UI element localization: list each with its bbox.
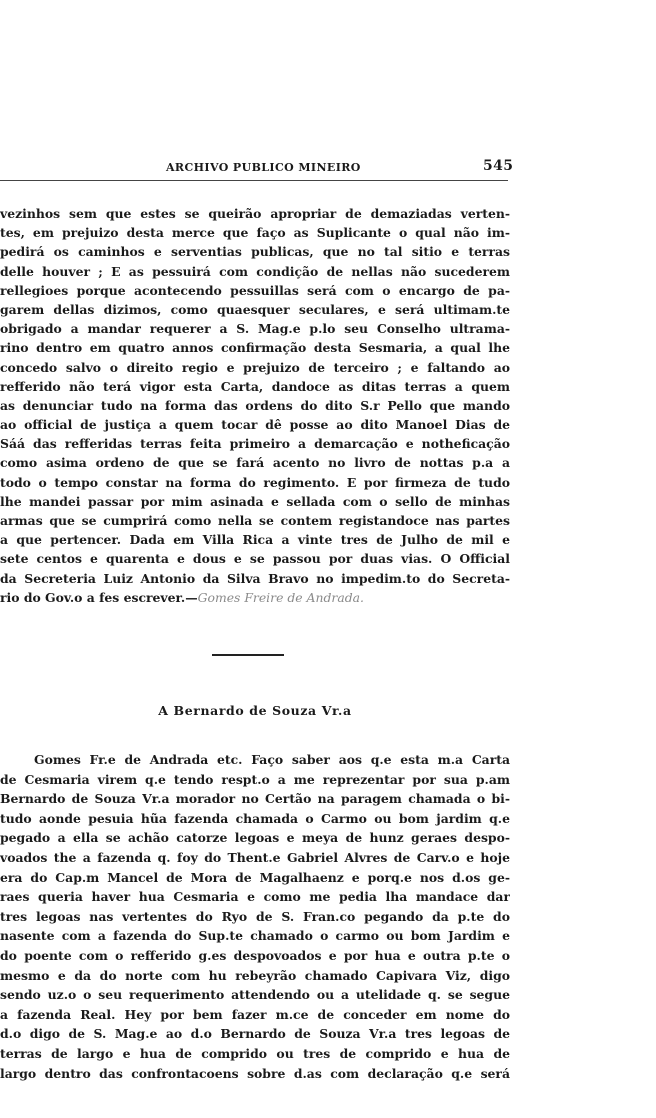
section-divider	[212, 654, 284, 656]
text-line: sendo uz.o o seu requerimento attendendo ou a utelidade q. se segue	[0, 987, 510, 1003]
sesmaria-text-continued	[0, 204, 510, 607]
text-line: era do Cap.m Mancel de Mora de Magalhaenz e porq.e nos d.os ge-	[0, 869, 510, 885]
bernardo-sesmaria-text	[0, 750, 510, 1083]
text-line: rino dentro em quatro annos confirmação desta Sesmaria, a qual lhe	[0, 340, 510, 356]
text-line: d.o digo de S. Mag.e ao d.o Bernardo de Souza Vr.a tres legoas de	[0, 1026, 510, 1042]
text-line: obrigado a mandar requerer a S. Mag.e p.lo seu Conselho ultrama-	[0, 321, 510, 337]
signature: Gomes Freire de Andrada.	[197, 589, 364, 605]
text-line: garem dellas dizimos, como quaesquer seculares, e será ultimam.te	[0, 301, 510, 317]
closing-text: rio do Gov.o a fes escrever.—	[0, 589, 198, 605]
running-title: ARCHIVO PUBLICO MINEIRO	[166, 161, 361, 174]
text-line: mesmo e da do norte com hu rebeyrão chamado Capivara Viz, digo	[0, 967, 510, 983]
text-line: pegado a ella se achão catorze legoas e meya de hunz geraes despo-	[0, 830, 510, 846]
text-line: Bernardo de Souza Vr.a morador no Certão na paragem chamada o bi-	[0, 791, 510, 807]
text-line: da Secreteria Luiz Antonio da Silva Bravo no impedim.to do Secreta-	[0, 570, 510, 586]
text-line: terras de largo e hua de comprido ou tres de comprido e hua de	[0, 1045, 510, 1061]
text-line: pedirá os caminhos e serventias publicas, que no tal sitio e terras	[0, 244, 510, 260]
text-line: delle houver ; E as pessuirá com condição de nellas não sucederem	[0, 263, 510, 279]
text-line: tes, em prejuizo desta merce que faço as Suplicante o qual não im-	[0, 225, 510, 241]
text-line: como asima ordeno de que se fará acento no livro de nottas p.a a	[0, 455, 510, 471]
text-line: ao official de justiça a quem tocar dê posse ao dito Manoel Dias de	[0, 417, 510, 433]
text-line: raes queria haver hua Cesmaria e como me pedia lha mandace dar	[0, 889, 510, 905]
text-line: concedo salvo o direito regio e prejuizo de terceiro ; e faltando ao	[0, 359, 510, 375]
text-line: refferido não terá vigor esta Carta, dandoce as ditas terras a quem	[0, 378, 510, 394]
text-line: a fazenda Real. Hey por bem fazer m.ce de conceder em nome do	[0, 1006, 510, 1022]
text-line: tres legoas nas vertentes do Ryo de S. Fran.co pegando da p.te do	[0, 908, 510, 924]
text-line: nasente com a fazenda do Sup.te chamado o carmo ou bom Jardim e	[0, 928, 510, 944]
text-line: largo dentro das confrontacoens sobre d.as com declaração q.e será	[0, 1065, 510, 1081]
page-number: 545	[483, 158, 514, 174]
closing-line	[0, 588, 510, 607]
header-rule	[0, 180, 508, 181]
text-line: tudo aonde pesuia hũa fazenda chamada o Carmo ou bom jardim q.e	[0, 810, 510, 826]
text-line: todo o tempo constar na forma do regimento. E por firmeza de tudo	[0, 474, 510, 490]
text-line: do poente com o refferido g.es despovoados e por hua e outra p.te o	[0, 947, 510, 963]
text-line: voados the a fazenda q. foy do Thent.e Gabriel Alvres de Carv.o e hoje	[0, 849, 510, 865]
text-line: rellegioes porque acontecendo pessuillas será com o encargo de pa-	[0, 282, 510, 298]
text-line: Gomes Fr.e de Andrada etc. Faço saber aos q.e esta m.a Carta	[34, 752, 510, 767]
section-title: A Bernardo de Souza Vr.a	[158, 703, 352, 718]
text-line: de Cesmaria virem q.e tendo respt.o a me reprezentar por sua p.am	[0, 771, 510, 787]
text-line: as denunciar tudo na forma das ordens do dito S.r Pello que mando	[0, 397, 510, 413]
text-line: lhe mandei passar por mim asinada e sellada com o sello de minhas	[0, 493, 510, 509]
running-head	[0, 158, 520, 178]
text-line: Sáá das refferidas terras feita primeiro a demarcação e notheficação	[0, 436, 510, 452]
text-line: a que pertencer. Dada em Villa Rica a vinte tres de Julho de mil e	[0, 532, 510, 548]
text-line: vezinhos sem que estes se queirão apropriar de demaziadas verten-	[0, 206, 510, 221]
text-line: armas que se cumprirá como nella se contem registandoce nas partes	[0, 513, 510, 528]
text-line: sete centos e quarenta e dous e se passou por duas vias. O Official	[0, 551, 510, 567]
